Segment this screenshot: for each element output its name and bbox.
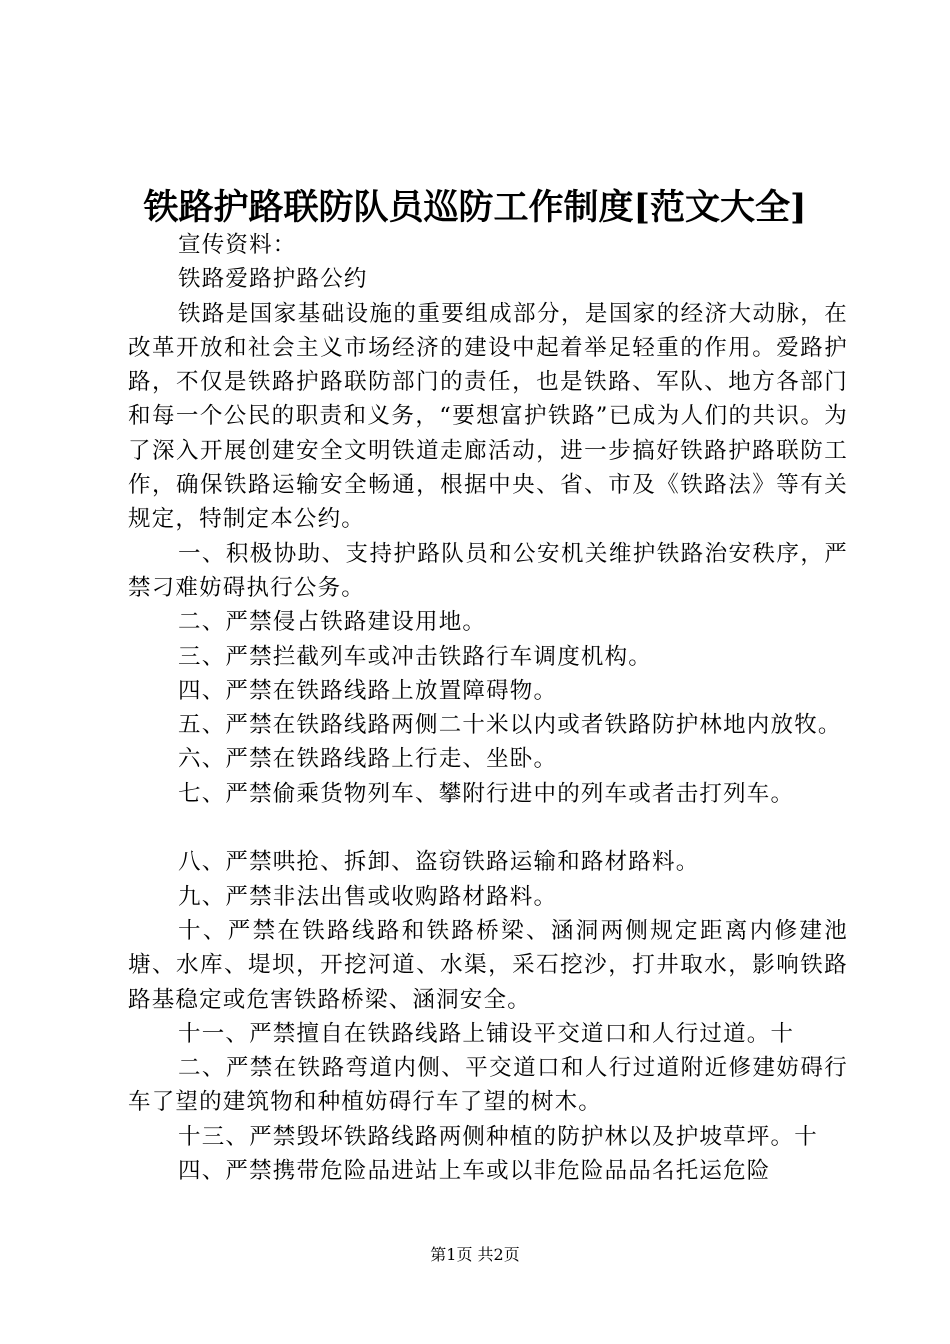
paragraph-rule-3: 三、严禁拦截列车或冲击铁路行车调度机构。 [178,643,653,670]
paragraph-rule-8: 八、严禁哄抢、拆卸、盗窃铁路运输和路材路料。 [178,849,700,876]
paragraph-gap [128,811,848,845]
paragraph-preamble: 铁路是国家基础设施的重要组成部分，是国家的经济大动脉，在改革开放和社会主义市场经济的建设中起着举足轻重的作用。爱路护路，不仅是铁路护路联防部门的责任，也是铁路、军队、地方各部门和每一个公民的职责和义务，“要想富护铁路”已成为人们的共识。为了深入开展创建安全文明铁道走廊活动，进一步搞好铁路护路联防工作，确保铁路运输安全畅通，根据中央、省、市及《铁路法》等有关规定，特制定本公约。 [128,300,848,533]
page-footer: 第1页 共2页 [430,1245,520,1264]
paragraph-rule-10: 十、严禁在铁路线路和铁路桥梁、涵洞两侧规定距离内修建池塘、水库、堤坝，开挖河道、水渠，采石挖沙，打井取水，影响铁路路基稳定或危害铁路桥梁、涵洞安全。 [128,917,848,1013]
paragraph-rule-7: 七、严禁偷乘货物列车、攀附行进中的列车或者击打列车。 [178,780,795,807]
paragraph-rule-4: 四、严禁在铁路线路上放置障碍物。 [178,677,558,704]
document-title: 铁路护路联防队员巡防工作制度[范文大全] [143,187,807,228]
paragraph-rule-9: 九、严禁非法出售或收购路材路料。 [178,883,558,910]
document-body [128,228,848,1188]
paragraph-rule-11: 十一、严禁擅自在铁路线路上铺设平交道口和人行过道。十 [178,1020,795,1047]
paragraph-convention-title: 铁路爱路护路公约 [178,266,368,293]
paragraph-rule-12: 二、严禁在铁路弯道内侧、平交道口和人行过道附近修建妨碍行车了望的建筑物和种植妨碍行车了望的树木。 [128,1055,848,1116]
paragraph-intro-label: 宣传资料： [178,232,297,258]
paragraph-rule-14: 四、严禁携带危险品进站上车或以非危险品品名托运危险 [178,1158,771,1185]
paragraph-rule-13: 十三、严禁毁坏铁路线路两侧种植的防护林以及护坡草坪。十 [178,1123,818,1150]
paragraph-rule-2: 二、严禁侵占铁路建设用地。 [178,609,487,636]
paragraph-rule-5: 五、严禁在铁路线路两侧二十米以内或者铁路防护林地内放牧。 [178,712,842,739]
paragraph-rule-1: 一、积极协助、支持护路队员和公安机关维护铁路治安秩序，严禁刁难妨碍执行公务。 [128,540,848,601]
paragraph-rule-6: 六、严禁在铁路线路上行走、坐卧。 [178,746,558,773]
